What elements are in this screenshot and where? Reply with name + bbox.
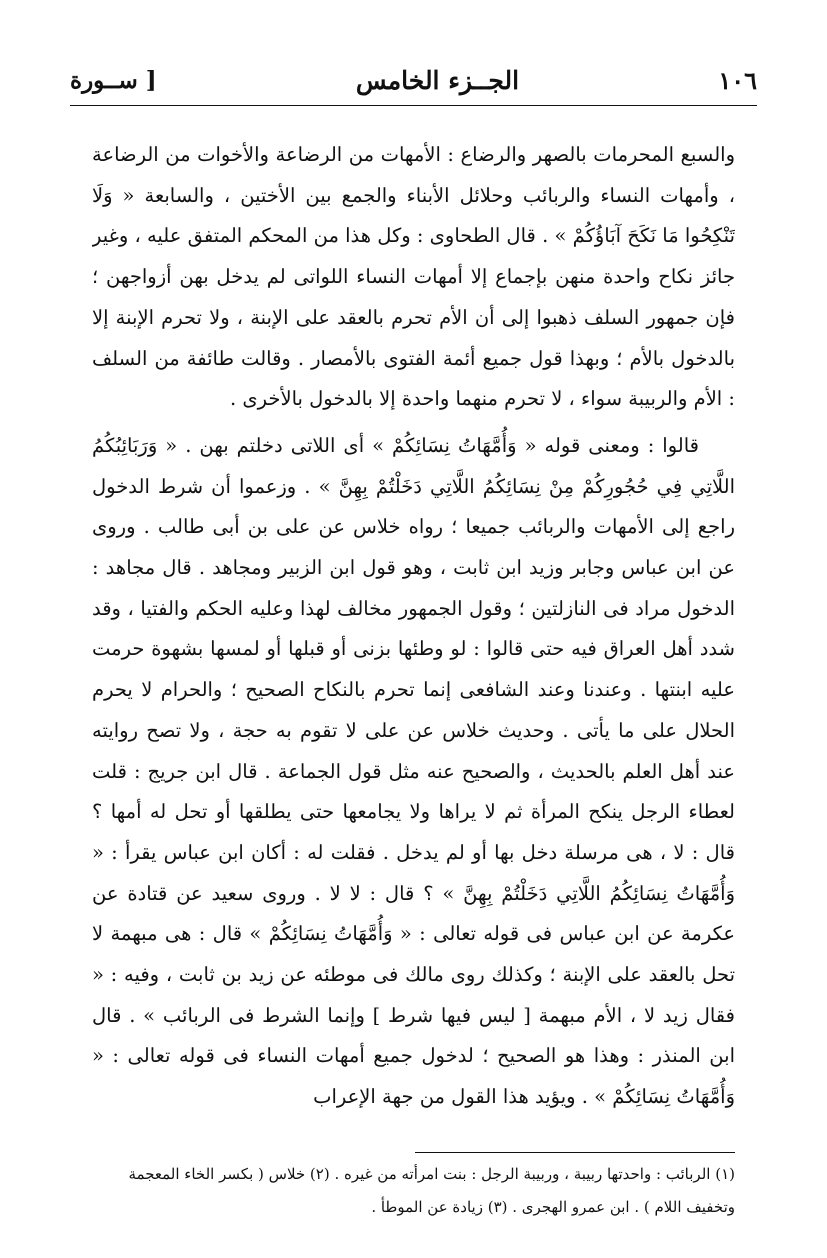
footnote-divider [415,1152,735,1153]
page-number: ١٠٦ [718,65,757,95]
paragraph-2: قالوا : ومعنى قوله « وَأُمَّهَاتُ نِسَائِكُمْ » أى اللاتى دخلتم بهن . « وَرَبَائِبُكُمُ اللَّاتِي فِي حُجُورِكُمْ مِنْ نِسَائِكُمُ اللَّاتِي دَخَلْتُمْ بِهِنَّ » . وزعموا أن شرط الدخول راجع إلى الأمهات والربائب جميعا ؛ رواه خلاس عن على بن أبى طالب . وروى عن ابن عباس وجابر وزيد ابن ثابت ، وهو قول ابن الزبير ومجاهد . قال مجاهد : الدخول مراد فى النازلتين ؛ وقول الجمهور مخالف لهذا وعليه الحكم والفتيا ، وقد شدد أهل العراق فيه حتى قالوا : لو وطئها بزنى أو قبلها أو لمسها بشهوة حرمت عليه ابنتها . وعندنا وعند الشافعى إنما تحرم بالنكاح الصحيح ؛ والحرام لا يحرم الحلال على ما يأتى . وحديث خلاس عن على لا تقوم به حجة ، ولا تصح روايته عند أهل العلم بالحديث ، والصحيح عنه مثل قول الجماعة . قال ابن جريج : قلت لعطاء الرجل ينكح المرأة ثم لا يراها ولا يجامعها حتى يطلقها أو تحل له أمها ؟ قال : لا ، هى مرسلة دخل بها أو لم يدخل . فقلت له : أكان ابن عباس يقرأ : « وَأُمَّهَاتُ نِسَائِكُمُ اللَّاتِي دَخَلْتُمْ بِهِنَّ » ؟ قال : لا لا . وروى سعيد عن قتادة عن عكرمة عن ابن عباس فى قوله تعالى : « وَأُمَّهَاتُ نِسَائِكُمْ » قال : هى مبهمة لا تحل بالعقد على الإبنة ؛ وكذلك روى مالك فى موطئه عن زيد بن ثابت ، وفيه : « فقال زيد لا ، الأم مبهمة [ ليس فيها شرط ] وإنما الشرط فى الربائب » . قال ابن المنذر : وهذا هو الصحيح ؛ لدخول جميع أمهات النساء فى قوله تعالى : « وَأُمَّهَاتُ نِسَائِكُمْ » . ويؤيد هذا القول من جهة الإعراب [92,433,735,1109]
running-title: الجــزء الخامس [355,65,520,95]
paragraph-1: والسبع المحرمات بالصهر والرضاع : الأمهات من الرضاعة والأخوات من الرضاعة ، وأمهات النساء والربائب وحلائل الأبناء والجمع بين الأختين ، والسابعة « وَلَا تَنْكِحُوا مَا نَكَحَ آبَاؤُكُمْ » . قال الطحاوى : وكل هذا من المحكم المتفق عليه ، وغير جائز نكاح واحدة منهن بإجماع إلا أمهات النساء اللواتى لم يدخل بهن أزواجهن ؛ فإن جمهور السلف ذهبوا إلى أن الأم تحرم بالعقد على الإبنة ، ولا تحرم الإبنة إلا بالدخول بالأم ؛ وبهذا قول جميع أئمة الفتوى بالأمصار . وقالت طائفة من السلف : الأم والربيبة سواء ، لا تحرم منهما واحدة إلا بالدخول بالأخرى . [92,143,735,411]
section-label: [ ســورة [70,66,157,94]
footnotes [92,1158,735,1238]
footnote-line-1: (١) الربائب : واحدتها ربيبة ، وربيبة الرجل : بنت امرأته من غيره . (٢) خلاس ( بكسر الخاء المعجمة [128,1165,735,1183]
header-divider [70,105,757,106]
footnote-line-2: وتخفيف اللام ) . ابن عمرو الهجرى . (٣) زيادة عن الموطأ . [371,1198,735,1216]
page-header [70,60,757,100]
main-text [92,135,735,1125]
